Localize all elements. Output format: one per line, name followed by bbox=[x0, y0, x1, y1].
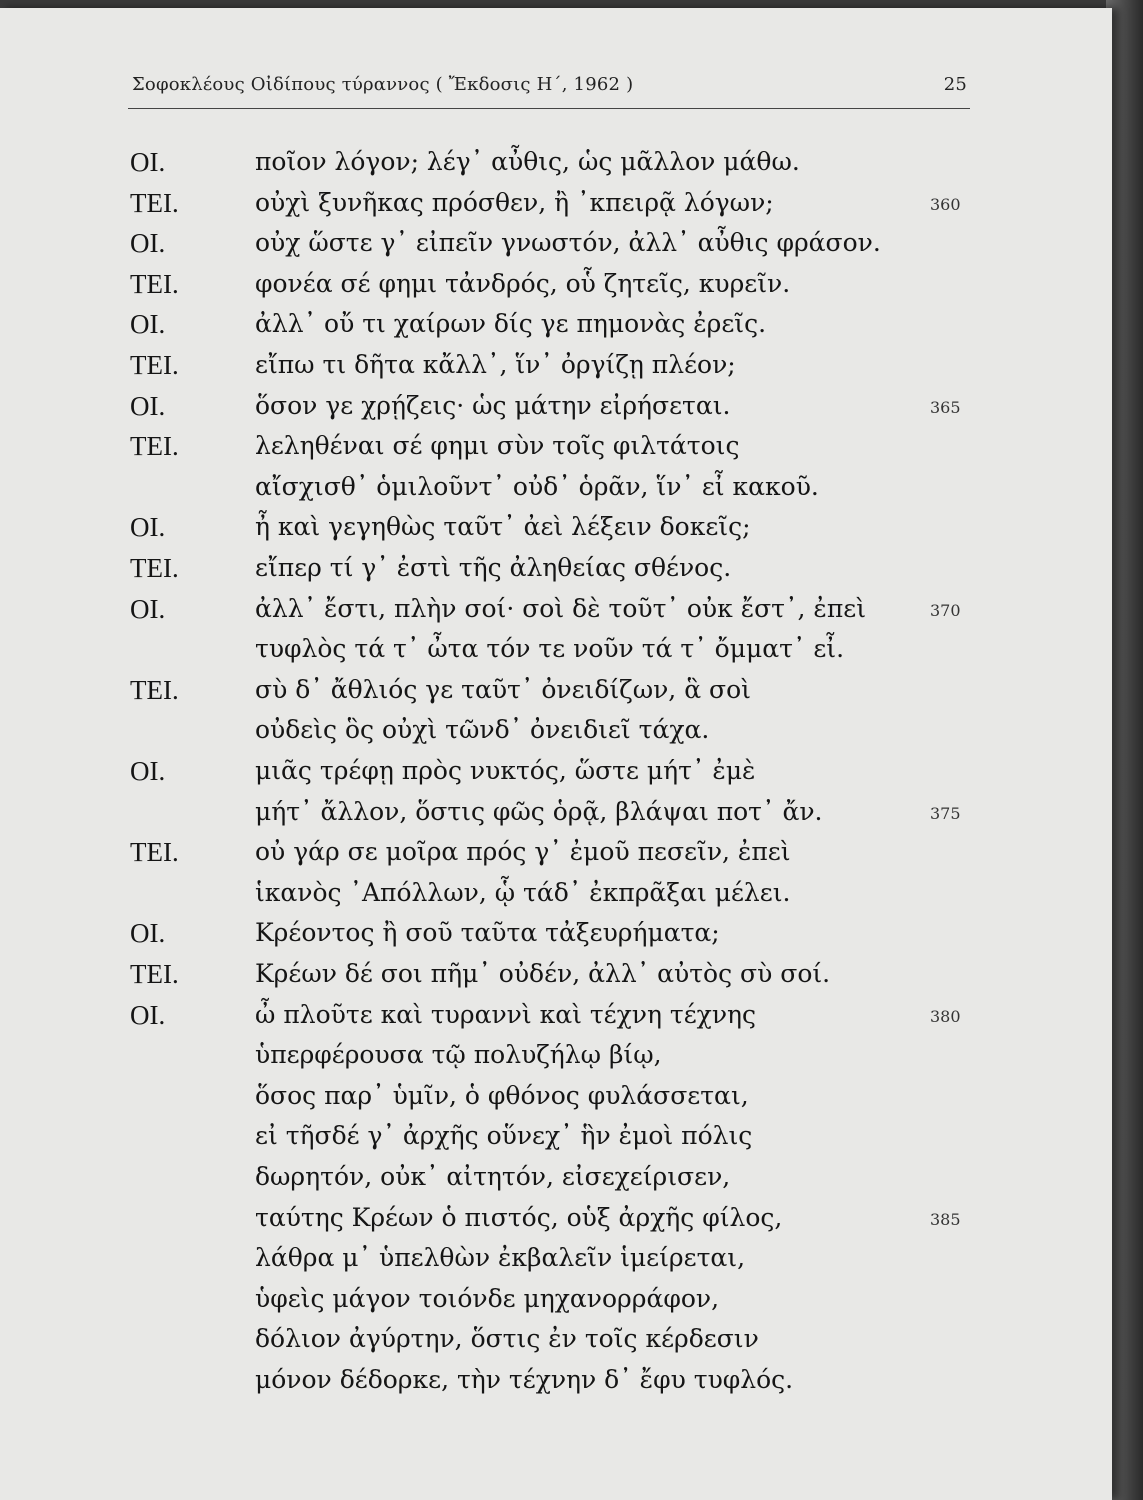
verse-text: εἴπω τι δῆτα κἄλλ᾽, ἵν᾽ ὀργίζῃ πλέον; bbox=[255, 350, 736, 379]
line-number: 385 bbox=[930, 1209, 961, 1229]
running-header bbox=[132, 74, 967, 95]
speaker-label: ΟΙ. bbox=[130, 918, 166, 949]
speaker-label: ΤΕΙ. bbox=[130, 431, 179, 462]
verse-text: αἴσχισθ᾽ ὁμιλοῦντ᾽ οὐδ᾽ ὁρᾶν, ἵν᾽ εἶ κακοῦ. bbox=[255, 471, 819, 501]
verse-text: ὑπερφέρουσα τῷ πολυζήλῳ βίῳ, bbox=[255, 1040, 662, 1070]
verse-line bbox=[0, 792, 1112, 832]
verse-line bbox=[0, 954, 1112, 994]
speaker-label: ΤΕΙ. bbox=[130, 350, 179, 380]
verse-line bbox=[0, 832, 1112, 872]
verse-line bbox=[0, 467, 1112, 507]
verse-line bbox=[0, 751, 1112, 791]
verse-text: μήτ᾽ ἄλλον, ὅστις φῶς ὁρᾷ, βλάψαι ποτ᾽ ἄν. bbox=[255, 796, 823, 826]
page-number: 25 bbox=[943, 74, 967, 95]
verse-text: τυφλὸς τά τ᾽ ὦτα τόν τε νοῦν τά τ᾽ ὄμματ᾽ εἶ. bbox=[255, 634, 845, 664]
verse-text: οὐ γάρ σε μοῖρα πρός γ᾽ ἐμοῦ πεσεῖν, ἐπεὶ bbox=[255, 837, 791, 867]
line-number: 380 bbox=[930, 1006, 961, 1026]
verse-line bbox=[0, 304, 1112, 344]
verse-line bbox=[0, 710, 1112, 750]
verse-text: ποῖον λόγον; λέγ᾽ αὖθις, ὡς μᾶλλον μάθω. bbox=[255, 147, 800, 176]
book-page bbox=[0, 8, 1112, 1500]
verse-text: ἀλλ᾽ οὔ τι χαίρων δίς γε πημονὰς ἐρεῖς. bbox=[255, 309, 767, 339]
speaker-label: ΟΙ. bbox=[130, 390, 166, 421]
verse-text: οὐχὶ ξυνῆκας πρόσθεν, ἢ ᾽κπειρᾷ λόγων; bbox=[255, 187, 774, 217]
verse-line bbox=[0, 264, 1112, 304]
speaker-label: ΤΕΙ. bbox=[130, 837, 179, 868]
verse-text: φονέα σέ φημι τἀνδρός, οὗ ζητεῖς, κυρεῖν. bbox=[255, 268, 791, 298]
verse-line bbox=[0, 548, 1112, 588]
verse-line bbox=[0, 183, 1112, 223]
verse-text: ἦ καὶ γεγηθὼς ταῦτ᾽ ἀεὶ λέξειν δοκεῖς; bbox=[255, 512, 751, 542]
verse-line bbox=[0, 873, 1112, 913]
verse-text: ὅσον γε χρῄζεις· ὡς μάτην εἰρήσεται. bbox=[255, 390, 731, 420]
verse-line bbox=[0, 995, 1112, 1035]
speaker-label: ΟΙ. bbox=[130, 999, 166, 1030]
verse-line bbox=[0, 629, 1112, 669]
verse-text: ἱκανὸς ᾽Απόλλων, ᾧ τάδ᾽ ἐκπρᾶξαι μέλει. bbox=[255, 877, 791, 907]
verse-line bbox=[0, 589, 1112, 629]
speaker-label: ΤΕΙ. bbox=[130, 959, 179, 989]
speaker-label: ΟΙ. bbox=[130, 756, 166, 786]
verse-line bbox=[0, 507, 1112, 547]
verse-text: οὐδεὶς ὃς οὐχὶ τῶνδ᾽ ὀνειδιεῖ τάχα. bbox=[255, 715, 710, 745]
speaker-label: ΟΙ. bbox=[130, 512, 166, 543]
verse-text: δωρητόν, οὐκ᾽ αἰτητόν, εἰσεχείρισεν, bbox=[255, 1162, 731, 1191]
verse-line bbox=[0, 1035, 1112, 1075]
verse-line bbox=[0, 670, 1112, 710]
verse-line bbox=[0, 223, 1112, 263]
line-number: 360 bbox=[930, 194, 961, 214]
verse-text: ὅσος παρ᾽ ὑμῖν, ὁ φθόνος φυλάσσεται, bbox=[255, 1080, 749, 1110]
verse-text: λάθρα μ᾽ ὑπελθὼν ἐκβαλεῖν ἱμείρεται, bbox=[255, 1243, 746, 1273]
verse-text: μιᾶς τρέφῃ πρὸς νυκτός, ὥστε μήτ᾽ ἐμὲ bbox=[255, 756, 756, 785]
verse-text: εἰ τῆσδέ γ᾽ ἀρχῆς οὕνεχ᾽ ἣν ἐμοὶ πόλις bbox=[255, 1121, 753, 1151]
verse-line bbox=[0, 1198, 1112, 1238]
speaker-label: ΟΙ. bbox=[130, 147, 166, 177]
verse-text: ὦ πλοῦτε καὶ τυραννὶ καὶ τέχνη τέχνης bbox=[255, 999, 757, 1029]
verse-line bbox=[0, 426, 1112, 466]
verse-line bbox=[0, 1279, 1112, 1319]
line-number: 375 bbox=[930, 803, 961, 823]
speaker-label: ΟΙ. bbox=[130, 593, 166, 624]
verse-line bbox=[0, 345, 1112, 385]
header-rule bbox=[128, 108, 970, 109]
verse-text: ταύτης Κρέων ὁ πιστός, οὑξ ἀρχῆς φίλος, bbox=[255, 1202, 783, 1232]
verse-text: Κρέοντος ἢ σοῦ ταῦτα τἀξευρήματα; bbox=[255, 918, 720, 948]
speaker-label: ΤΕΙ. bbox=[130, 674, 179, 705]
verse-text: μόνον δέδορκε, τὴν τέχνην δ᾽ ἔφυ τυφλός. bbox=[255, 1365, 794, 1394]
verse-text: σὺ δ᾽ ἄθλιός γε ταῦτ᾽ ὀνειδίζων, ἃ σοὶ bbox=[255, 674, 751, 704]
running-title: Σοφοκλέους Οἰδίπους τύραννος ( Ἔκδοσις Η΄, 1962 ) bbox=[132, 74, 634, 95]
verse-line bbox=[0, 1319, 1112, 1359]
verse-line bbox=[0, 1360, 1112, 1400]
verse-text: λεληθέναι σέ φημι σὺν τοῖς φιλτάτοις bbox=[255, 431, 740, 461]
verse-text: δόλιον ἀγύρτην, ὅστις ἐν τοῖς κέρδεσιν bbox=[255, 1324, 759, 1354]
line-number: 370 bbox=[930, 600, 961, 620]
verse-line bbox=[0, 1076, 1112, 1116]
verse-line bbox=[0, 913, 1112, 953]
verse-line bbox=[0, 386, 1112, 426]
verse-text: ἀλλ᾽ ἔστι, πλὴν σοί· σοὶ δὲ τοῦτ᾽ οὐκ ἔστ᾽, ἐπεὶ bbox=[255, 593, 866, 623]
verse-text: ὑφεὶς μάγον τοιόνδε μηχανορράφον, bbox=[255, 1283, 720, 1313]
verse-line bbox=[0, 142, 1112, 182]
speaker-label: ΤΕΙ. bbox=[130, 553, 179, 583]
verse-text: οὐχ ὥστε γ᾽ εἰπεῖν γνωστόν, ἀλλ᾽ αὖθις φράσον. bbox=[255, 228, 881, 258]
speaker-label: ΤΕΙ. bbox=[130, 187, 179, 218]
speaker-label: ΤΕΙ. bbox=[130, 268, 179, 299]
verse-line bbox=[0, 1157, 1112, 1197]
verse-text: εἴπερ τί γ᾽ ἐστὶ τῆς ἀληθείας σθένος. bbox=[255, 553, 732, 582]
speaker-label: ΟΙ. bbox=[130, 228, 166, 259]
verse-line bbox=[0, 1238, 1112, 1278]
verse-line bbox=[0, 1116, 1112, 1156]
speaker-label: ΟΙ. bbox=[130, 309, 166, 340]
line-number: 365 bbox=[930, 397, 961, 417]
verse-text: Κρέων δέ σοι πῆμ᾽ οὐδέν, ἀλλ᾽ αὐτὸς σὺ σοί. bbox=[255, 959, 831, 988]
